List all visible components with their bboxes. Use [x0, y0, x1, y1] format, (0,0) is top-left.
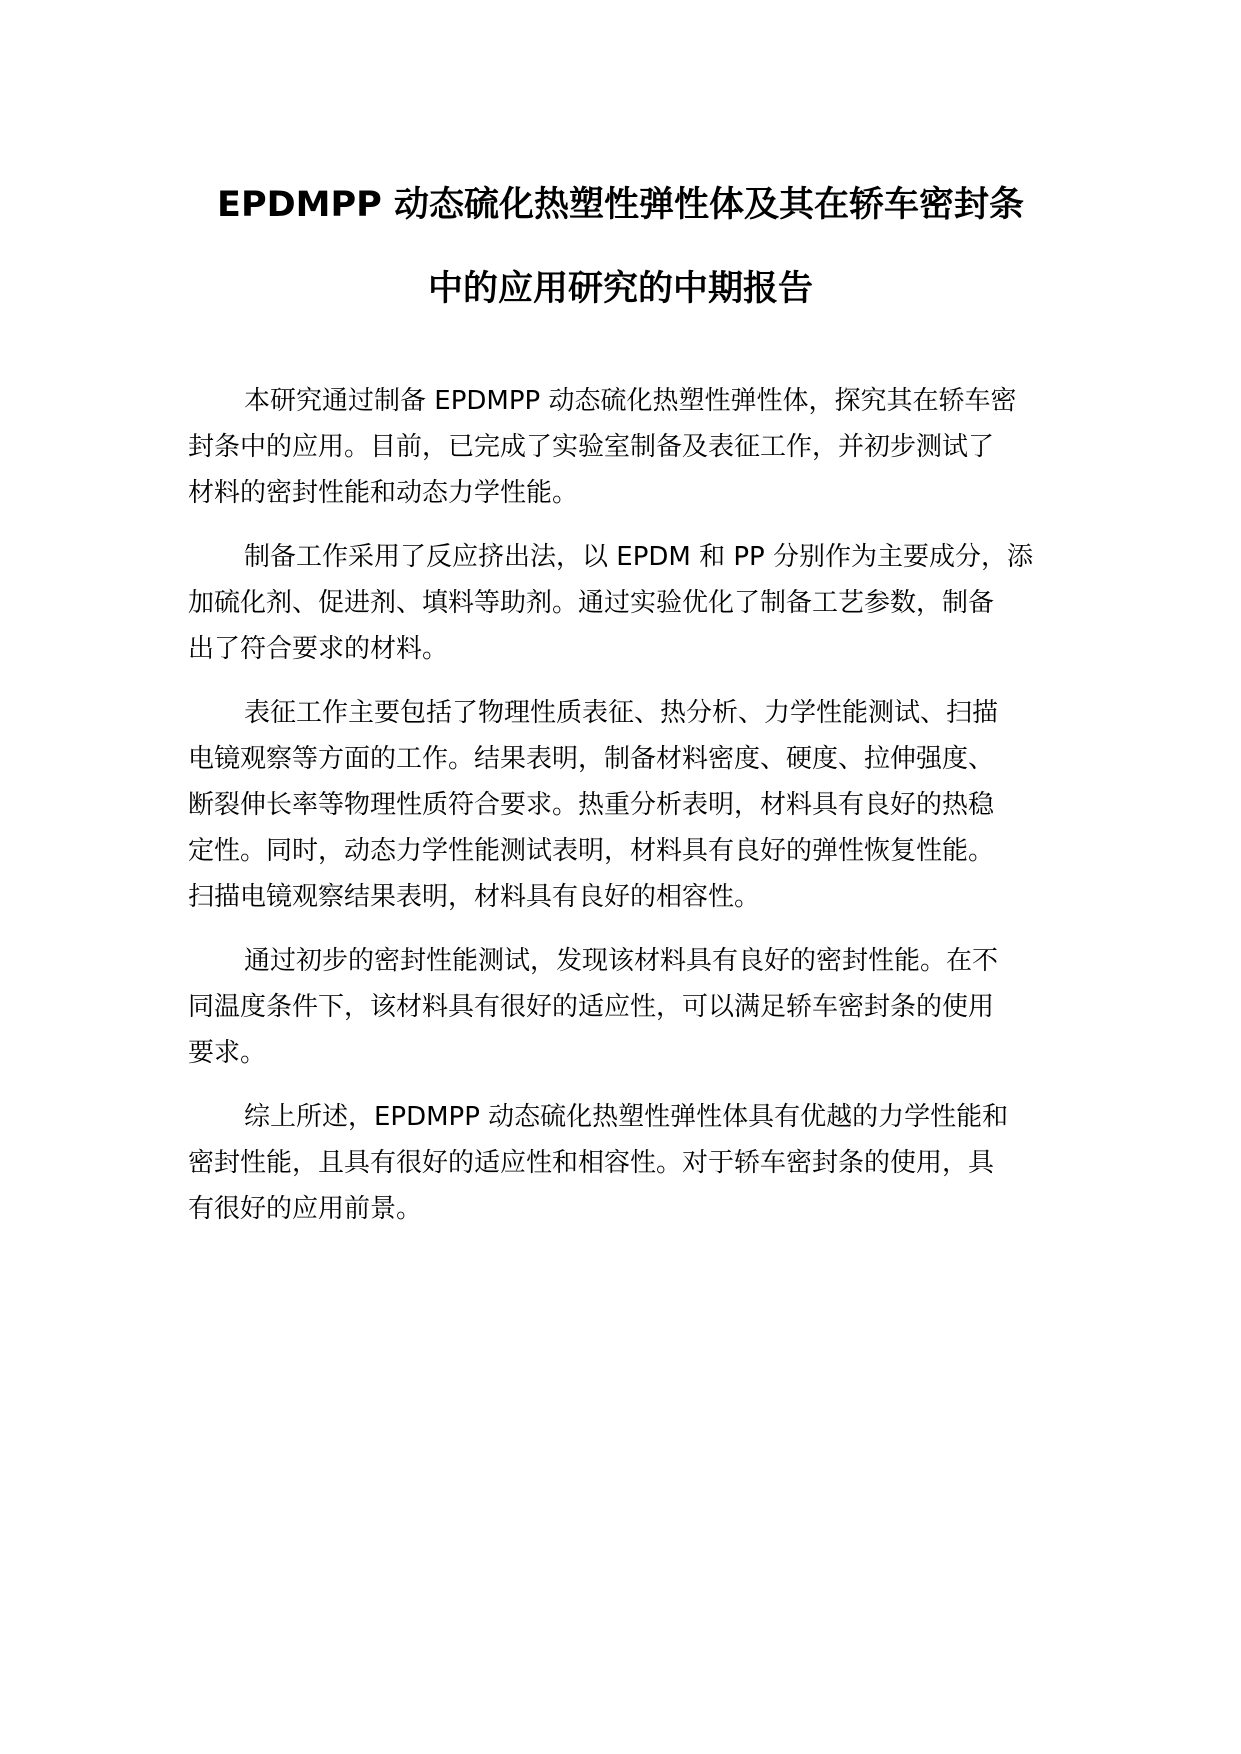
paragraph-line: 表征工作主要包括了物理性质表征、热分析、力学性能测试、扫描 [244, 698, 999, 728]
document-body [188, 378, 1060, 1250]
paragraph-line: 材料的密封性能和动态力学性能。 [188, 478, 579, 508]
paragraph-line: 要求。 [188, 1038, 267, 1068]
paragraph-line: 同温度条件下，该材料具有很好的适应性，可以满足轿车密封条的使用 [188, 992, 995, 1022]
paragraph-line: 定性。同时，动态力学性能测试表明，材料具有良好的弹性恢复性能。 [188, 836, 995, 866]
paragraph-2 [188, 534, 1060, 672]
paragraph-line: 制备工作采用了反应挤出法，以 EPDM 和 PP 分别作为主要成分，添 [244, 542, 1033, 572]
paragraph-line: 通过初步的密封性能测试，发现该材料具有良好的密封性能。在不 [244, 946, 999, 976]
document-title-line-1: EPDMPP 动态硫化热塑性弹性体及其在轿车密封条 [217, 185, 1024, 225]
paragraph-line: 本研究通过制备 EPDMPP 动态硫化热塑性弹性体，探究其在轿车密 [244, 386, 1017, 416]
paragraph-1 [188, 378, 1060, 516]
paragraph-line: 综上所述，EPDMPP 动态硫化热塑性弹性体具有优越的力学性能和 [244, 1102, 1009, 1132]
paragraph-line: 有很好的应用前景。 [188, 1194, 423, 1224]
paragraph-4 [188, 938, 1060, 1076]
paragraph-line: 密封性能，且具有很好的适应性和相容性。对于轿车密封条的使用，具 [188, 1148, 995, 1178]
paragraph-5 [188, 1094, 1060, 1232]
paragraph-line: 封条中的应用。目前，已完成了实验室制备及表征工作，并初步测试了 [188, 432, 995, 462]
paragraph-line: 扫描电镜观察结果表明，材料具有良好的相容性。 [188, 882, 761, 912]
paragraph-line: 加硫化剂、促进剂、填料等助剂。通过实验优化了制备工艺参数，制备 [188, 588, 995, 618]
paragraph-line: 出了符合要求的材料。 [188, 634, 449, 664]
paragraph-3 [188, 690, 1060, 920]
paragraph-line: 断裂伸长率等物理性质符合要求。热重分析表明，材料具有良好的热稳 [188, 790, 995, 820]
paragraph-line: 电镜观察等方面的工作。结果表明，制备材料密度、硬度、拉伸强度、 [188, 744, 995, 774]
document-title-line-2: 中的应用研究的中期报告 [427, 269, 813, 309]
